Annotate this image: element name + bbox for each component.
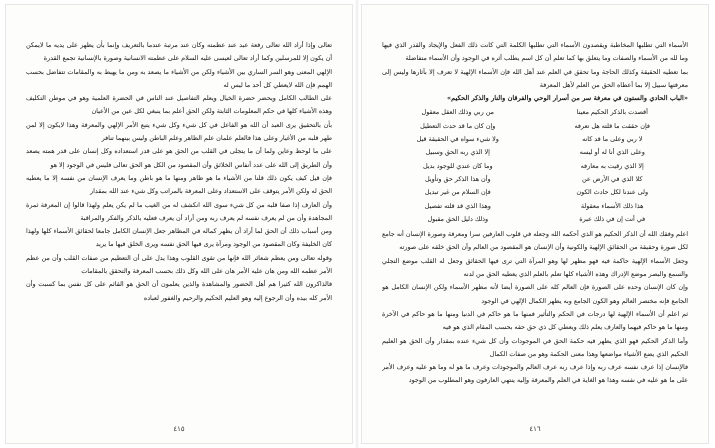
verse-hemistich-first: هذا ذلك الأسماء معقولة xyxy=(580,201,644,210)
poem-verse xyxy=(392,173,678,186)
left-paragraph: على ما لوحظ وعاين ولما أن ما يتجلى في القلب من الحق هو على قدر استعداده وكل إنسان على قدر همته يصعد وأن الطريق إلى الله على عدد أنفاس الخلائق وأن المقصود من الكل هو الحق تعالى فليس في الوجود إلا هو xyxy=(26,147,332,169)
verse-hemistich-second: من ربي وذلك العقل معقول xyxy=(421,108,494,117)
verse-hemistich-second: وذلك دليل الحق مقبول xyxy=(427,214,489,223)
poem xyxy=(382,106,688,226)
verse-hemistich-first: فإن حققت ما قلته هل تعرفه xyxy=(574,121,650,130)
left-paragraph: بأن بالتحقيق يرى العبد أن الله هو الفاعل في كل شيء وكل شيء يتبع الأمر الإلهي والمعرفة وهذا لايكون إلا لمن طهر قلبه من الأغيار وعلى هذا فالعلم علمان علم الظاهر وعلم الباطن وليس بينهما تنافر xyxy=(26,120,332,143)
left-paragraph: ومن أسباب ذلك أن الحق لما أراد أن يظهر كماله في المظاهر جعل الإنسان الكامل جامعا لحقائق الأسماء كلها ولهذا كان الخليفة وكان المقصود من الوجود ومرآة يرى فيها الحق نفسه ويرى الخلق فيها ما يريد xyxy=(26,227,332,249)
verse-hemistich-first: أقصدت بالذكر الحكيم معينا xyxy=(576,108,648,117)
right-paragraph: وإن كان الإنسان وحده على الصورة فإن العالم كله على الصورة أيضا لأنه مظهر الأسماء ولكن الإنسان الكامل هو الجامع فإنه مختصر العالم وهو الكون الجامع وبه يظهر الكمال الإلهي في الوجود xyxy=(382,283,688,305)
verse-hemistich-first: لا ربي وعلى ما قد كانه xyxy=(582,135,643,144)
left-page-body xyxy=(26,39,332,305)
left-paragraph: وأن العارف إذا صفا قلبه من كل شيء سوى الله انكشف له من الغيب ما لم يكن يعلم ولهذا قالوا إن المعرفة ثمرة المجاهدة وأن من لم يعرف نفسه لم يعرف ربه ومن أراد أن يعرف فعليه بالذكر والفكر والمراقبة xyxy=(26,200,332,222)
right-paragraph: وجعل الأسماء الإلهية حاكمة فيه فهو مظهر لها وهو المرآة التي ترى فيها الحقائق وجعل له القلب موضع التجلي والسمع والبصر موضع الإدراك وهذه الأشياء كلها تعلم بالعلم الذي يعطيه الحق من لدنه xyxy=(382,256,688,279)
poem-verse xyxy=(392,106,678,119)
verse-hemistich-second: فإن السلام من غير تبديل xyxy=(424,188,491,197)
page-number-right: ٤١٦ xyxy=(529,425,541,433)
verse-hemistich-second: وما كان عندي للوجود بديل xyxy=(422,161,493,170)
verse-hemistich-first: ولى عندنا لكل حادث الكون xyxy=(576,188,649,197)
poem-verse xyxy=(392,213,678,226)
right-paragraph: وأما الذكر الحكيم فهو الذي يظهر فيه حكمة الحق في الموجودات وأن كل شيء عنده بمقدار وأن الحق هو العليم الحكيم الذي يضع الأشياء مواضعها وهذا معنى الحكمة وهو من صفات الكمال xyxy=(382,336,688,358)
poem-verse xyxy=(392,146,678,159)
verse-hemistich-second: إلا الذي ربه الحق وسبيل xyxy=(425,148,490,157)
left-paragraph: فإن قيل كيف يكون ذلك قلنا من الأشياء ما هو ظاهر ومنها ما هو باطن وما يعرف الإنسان من نفسه إلا ما يعطيه الحق له ولكن الأمر يتوقف على الاستعداد وعلى المعرفة بالمراتب وكل شيء عند الله بمقدار xyxy=(26,173,332,196)
right-page-body xyxy=(382,39,688,388)
left-paragraph: الإلهي المعنى وهو السر الساري بين الأشياء ولكن من الأشياء ما يصعد به ومن ما يهبط به والمقامات تتفاضل بحسب الهمم فإن الله لايعطي كل أحد ما ليس له xyxy=(26,67,332,89)
right-paragraph: اعلم وفقك الله أن الذكر الحكيم هو الذي أحكمه الله وجعله في قلوب العارفين سرا ومعرفة وصورة الإنسان أنه جامع لكل صورة وحقيقة من الحقائق الإلهية والكونية وأن الإنسان هو المقصود من العالم وأن الحق خلقه على صورته xyxy=(382,230,688,252)
page-number-left: ٤١٥ xyxy=(173,425,185,433)
verse-hemistich-second: وإن كان ما قد حدث التعطيل xyxy=(420,121,496,130)
verse-hemistich-first: وعلى الذي أنا له أو ليسه xyxy=(579,148,645,157)
poem-verse xyxy=(392,200,678,213)
left-paragraph: على الطالب الكامل ويحضر حضرة الخيال ويعلم التفاصيل عند الناس في الحضرة العلمية وهو في موطن التكليف وهذه الأشياء كلها في حكم المعلومات الثابتة ولكن الحق أعلم بما ينبغي لكل عين من الأعيان xyxy=(26,94,332,116)
left-paragraph: تعالى وإذا أراد الله تعالى رفعة عبد عند عظمته وكان عند مرتبة عندما بالتعريف وإنما بأن يظهر على يديه ما لايمكن أن يكون إلا للمرسلين وكما أراد تعالى لعيسى عليه السلام على عظمته الانسانية وصورة بالإنسانية تجمع القدرة xyxy=(26,41,332,63)
verse-hemistich-second: وأن هذا الذكر حق وتأويل xyxy=(424,174,491,183)
left-paragraph: فالذاكرون الله كثيرا هم أهل الحضور والمشاهدة والذين يعلمون أن الحق هو القائم على كل نفس بما كسبت وأن الأمر كله بيده وأن الرجوع إليه وهو العليم الحكيم والرحيم والغفور لعباده xyxy=(26,280,332,302)
right-paragraph: بما تعطيه الحقيقة وكذلك الحاجة وما تحقق في العلم عند أهل الله فإن الأسماء الإلهية لا تعرف إلا بآثارها وليس إلى معرفتها سبيل إلا بما أعطاه الحق من العلم لأهل المعرفة xyxy=(382,67,688,89)
right-page xyxy=(362,5,708,443)
right-paragraph: الأسماء التي تطلبها المخاطبة ويقصدون الأسماء التي تطلبها الكلمة التي كانت ذلك الفعل والإيجاد والقدر الذي فيها وما لله من الأسماء والصفات وما يتعلق بها كما تعلم أن كل اسم يطلب أثره في الوجود وأن الأسماء متفاضلة xyxy=(382,41,688,63)
verse-hemistich-first: كلا الذي في الأرض عن xyxy=(582,174,643,183)
verse-hemistich-first: في أنت إن في ذلك عبرة xyxy=(579,214,646,223)
poem-verse xyxy=(392,120,678,133)
poem-verse xyxy=(392,160,678,173)
verse-hemistich-second: ولا شيء سواه في الحقيقة قيل xyxy=(416,135,499,144)
poem-verse xyxy=(392,133,678,146)
poem-verse xyxy=(392,186,678,199)
left-page xyxy=(6,5,352,443)
verse-hemistich-first: إلا الذي رقيت به معارفه xyxy=(580,161,644,170)
right-paragraph: ثم اعلم أن الأسماء الإلهية لها درجات في الحكم والتأثير فمنها ما هو حاكم في الدنيا ومنها ما هو حاكم في الآخرة ومنها ما هو حاكم فيهما والعارف يعلم ذلك ويعطي كل ذي حق حقه بحسب المقام الذي هو فيه xyxy=(382,309,688,332)
book-gutter xyxy=(355,0,359,448)
right-paragraph: فالإنسان إذا عرف نفسه عرف ربه وإذا عرف ربه عرف العالم والموجودات وعرف ما هو له وما هو عليه وعرف الأمر على ما هو عليه في نفسه وهذا هو الغاية في العلم والمعرفة وإليه ينتهي العارفون وهو المطلوب من الوجود xyxy=(382,363,688,385)
left-paragraph: وقوله تعالى ومن يعظم شعائر الله فإنها من تقوى القلوب وهذا يدل على أن التعظيم من صفات القلب وأن من عظم الأمر عظمه الله ومن هان عليه الأمر هان على الله وكل ذلك بحسب المعرفة والتحقق بالمقامات xyxy=(26,253,332,276)
chapter-heading: «الباب الحادي والستون في معرفة سر من أسرار الوحي والفرقان والنار والذكر الحكيم» xyxy=(446,94,688,103)
verse-hemistich-second: وهذا الذي قد قلته تفصيل xyxy=(424,201,491,210)
